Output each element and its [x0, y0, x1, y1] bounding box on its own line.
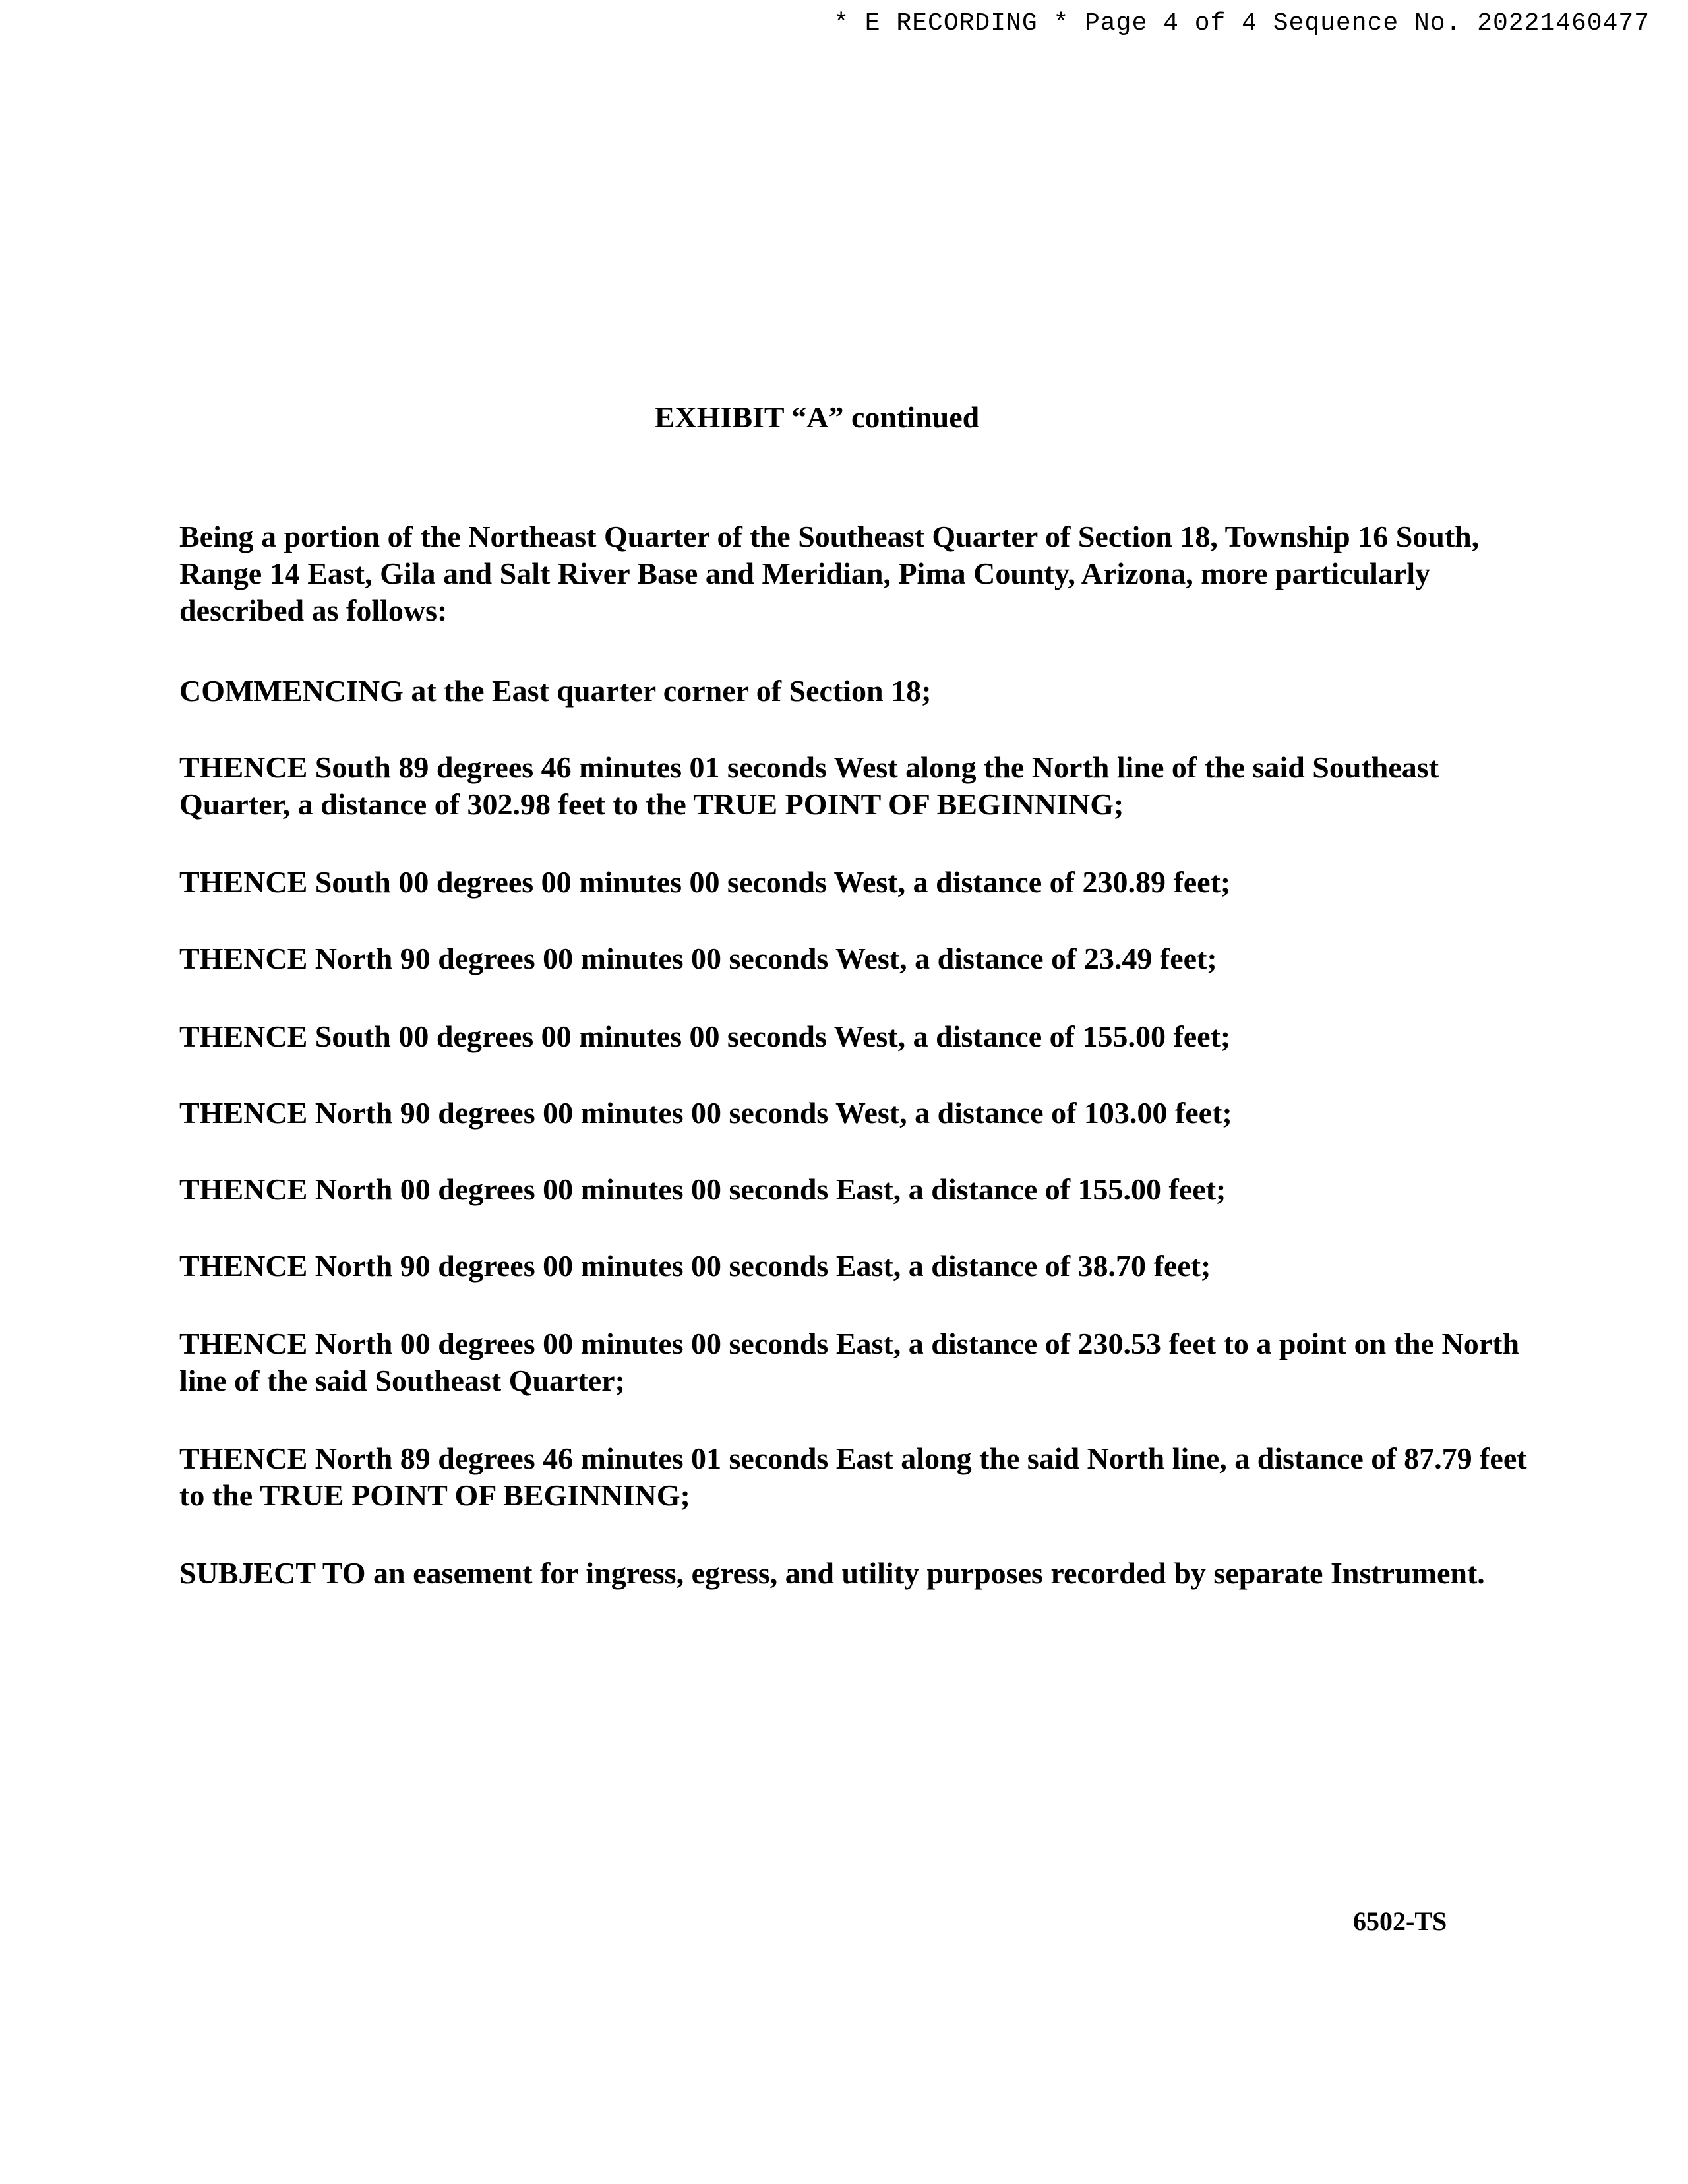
course-paragraph-5: THENCE North 90 degrees 00 minutes 00 seconds West, a distance of 103.00 feet; — [179, 1096, 1232, 1130]
commencing-paragraph: COMMENCING at the East quarter corner of Section 18; — [179, 674, 932, 708]
course-paragraph-4: THENCE South 00 degrees 00 minutes 00 seconds West, a distance of 155.00 feet; — [179, 1019, 1231, 1053]
course-paragraph-8: THENCE North 00 degrees 00 minutes 00 seconds East, a distance of 230.53 feet to a point on the North line of the said Southeast Quarter; — [179, 1327, 1520, 1397]
course-paragraph-3: THENCE North 90 degrees 00 minutes 00 seconds West, a distance of 23.49 feet; — [179, 942, 1217, 975]
course-paragraph-1: THENCE South 89 degrees 46 minutes 01 seconds West along the North line of the said Southeast Quarter, a distance of 302.98 feet to the TRUE POINT OF BEGINNING; — [179, 750, 1439, 821]
course-paragraph-2: THENCE South 00 degrees 00 minutes 00 seconds West, a distance of 230.89 feet; — [179, 865, 1231, 899]
exhibit-title: EXHIBIT “A” continued — [654, 400, 980, 434]
subject-to-paragraph: SUBJECT TO an easement for ingress, egress, and utility purposes recorded by separate Instrument. — [179, 1556, 1485, 1590]
intro-paragraph: Being a portion of the Northeast Quarter of the Southeast Quarter of Section 18, Township 16 South, Range 14 East, Gila and Salt River Base and Meridian, Pima County, Arizona, more particularly described as follows: — [179, 520, 1480, 627]
document-number: 6502-TS — [1353, 1906, 1447, 1936]
recording-header: * E RECORDING * Page 4 of 4 Sequence No. 20221460477 — [833, 9, 1650, 38]
course-paragraph-9: THENCE North 89 degrees 46 minutes 01 seconds East along the said North line, a distance of 87.79 feet to the TRUE POINT OF BEGINNING; — [179, 1441, 1527, 1512]
course-paragraph-7: THENCE North 90 degrees 00 minutes 00 seconds East, a distance of 38.70 feet; — [179, 1249, 1211, 1283]
course-paragraph-6: THENCE North 00 degrees 00 minutes 00 seconds East, a distance of 155.00 feet; — [179, 1172, 1226, 1206]
